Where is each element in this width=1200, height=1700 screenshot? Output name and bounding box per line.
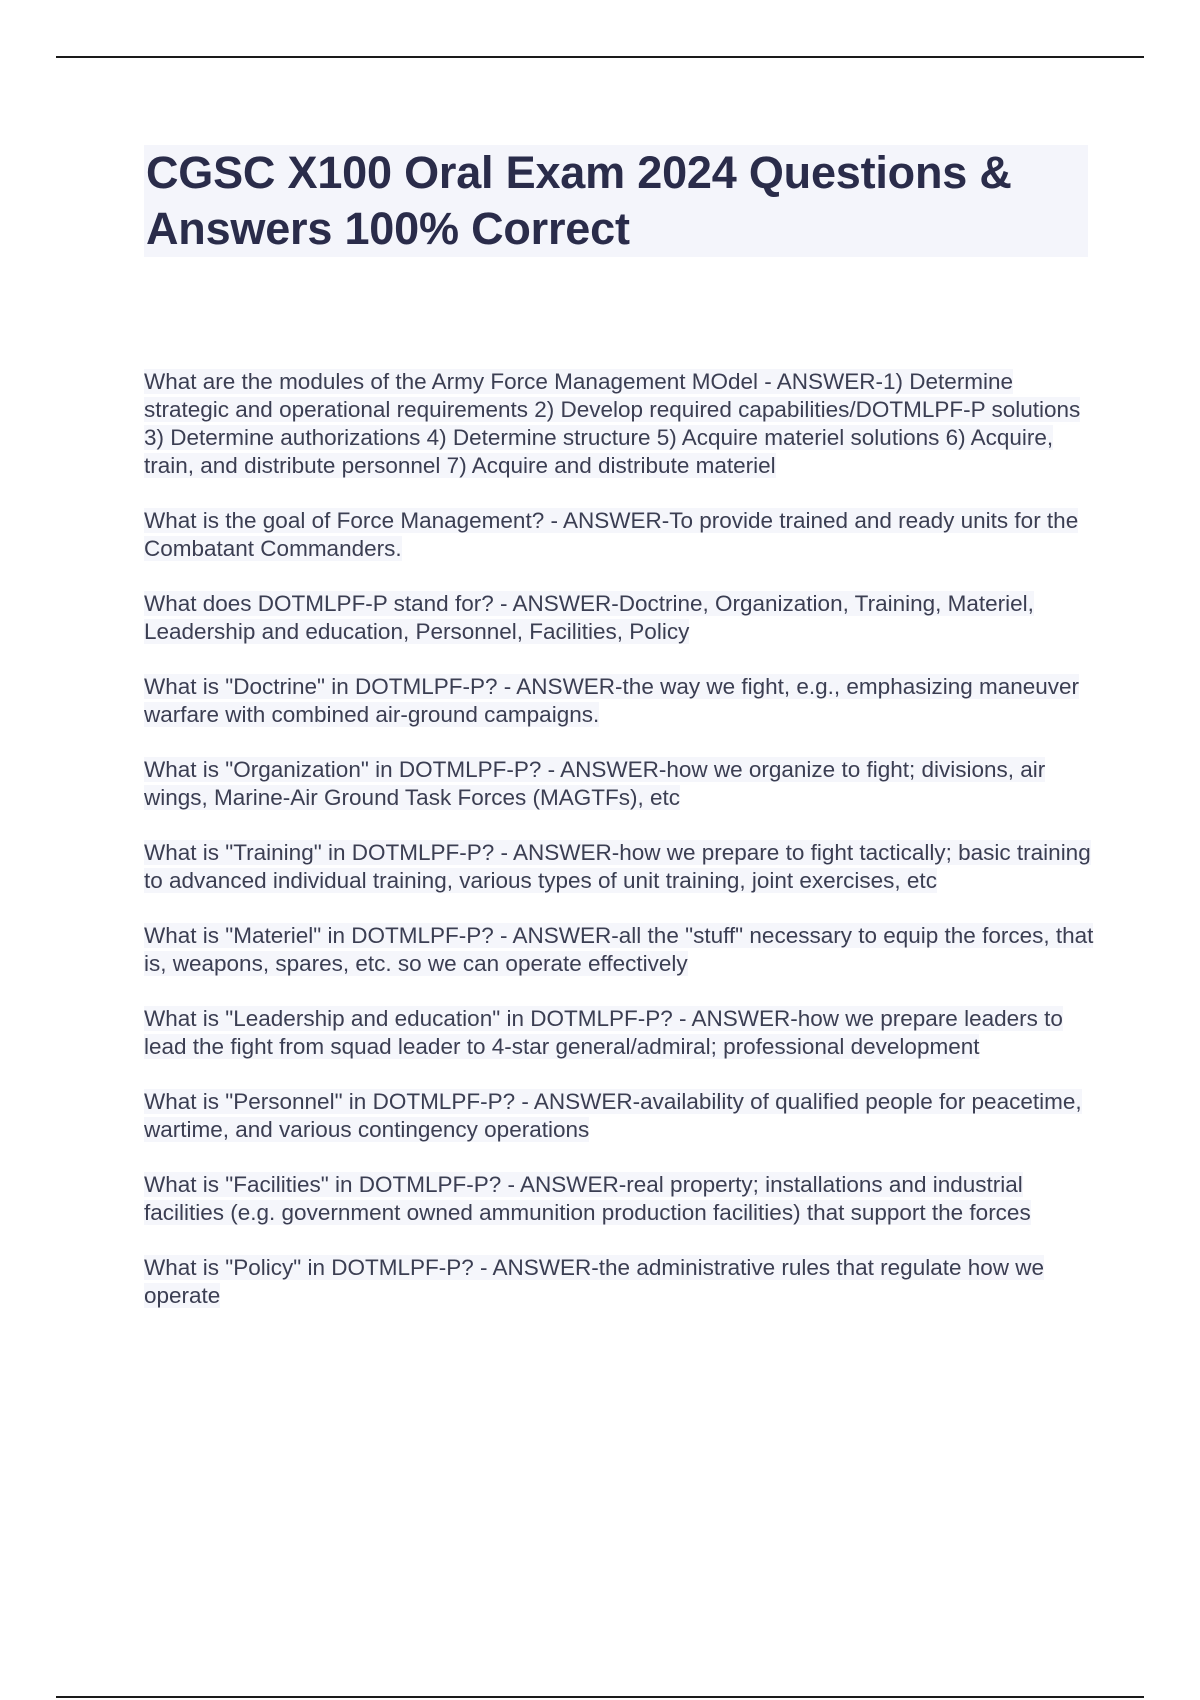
- qa-item: [144, 507, 1094, 563]
- qa-item: [144, 1171, 1094, 1227]
- qa-list: [144, 368, 1094, 1337]
- qa-item: [144, 1088, 1094, 1144]
- qa-text: What is "Organization" in DOTMLPF-P? - ANSWER-how we organize to fight; divisions, air wings, Marine-Air Ground Task Forces (MAGTFs), etc: [144, 757, 1046, 810]
- qa-text: What is "Doctrine" in DOTMLPF-P? - ANSWER-the way we fight, e.g., emphasizing maneuver warfare with combined air-ground campaigns.: [144, 674, 1080, 727]
- qa-text: What does DOTMLPF-P stand for? - ANSWER-Doctrine, Organization, Training, Materiel, Leadership and education, Personnel, Facilities, Policy: [144, 591, 1034, 644]
- qa-item: [144, 839, 1094, 895]
- top-rule: [56, 56, 1144, 58]
- qa-item: [144, 673, 1094, 729]
- qa-item: [144, 590, 1094, 646]
- qa-item: [144, 1005, 1094, 1061]
- qa-item: [144, 922, 1094, 978]
- qa-item: [144, 1254, 1094, 1310]
- bottom-rule: [56, 1696, 1144, 1698]
- title-box: [144, 145, 1088, 257]
- qa-text: What is "Training" in DOTMLPF-P? - ANSWER-how we prepare to fight tactically; basic training to advanced individual training, various types of unit training, joint exercises, etc: [144, 840, 1091, 893]
- qa-text: What is "Materiel" in DOTMLPF-P? - ANSWER-all the "stuff" necessary to equip the forces, that is, weapons, spares, etc. so we can operate effectively: [144, 923, 1094, 976]
- qa-text: What is "Policy" in DOTMLPF-P? - ANSWER-the administrative rules that regulate how we operate: [144, 1255, 1045, 1308]
- qa-text: What is the goal of Force Management? - ANSWER-To provide trained and ready units for the Combatant Commanders.: [144, 508, 1079, 561]
- qa-text: What are the modules of the Army Force Management MOdel - ANSWER-1) Determine strategic and operational requirements 2) Develop required capabilities/DOTMLPF-P solutions 3) Determine authorizations 4) Determine structure 5) Acquire materiel solutions 6) Acquire, train, and distribute personnel 7) Acquire and distribute materiel: [144, 369, 1081, 478]
- qa-text: What is "Facilities" in DOTMLPF-P? - ANSWER-real property; installations and industrial facilities (e.g. government owned ammunition production facilities) that support the forces: [144, 1172, 1031, 1225]
- qa-text: What is "Leadership and education" in DOTMLPF-P? - ANSWER-how we prepare leaders to lead the fight from squad leader to 4-star general/admiral; professional development: [144, 1006, 1063, 1059]
- qa-item: [144, 756, 1094, 812]
- qa-item: [144, 368, 1094, 480]
- page-title: CGSC X100 Oral Exam 2024 Questions & Answers 100% Correct: [146, 147, 1012, 254]
- qa-text: What is "Personnel" in DOTMLPF-P? - ANSWER-availability of qualified people for peacetime, wartime, and various contingency operations: [144, 1089, 1082, 1142]
